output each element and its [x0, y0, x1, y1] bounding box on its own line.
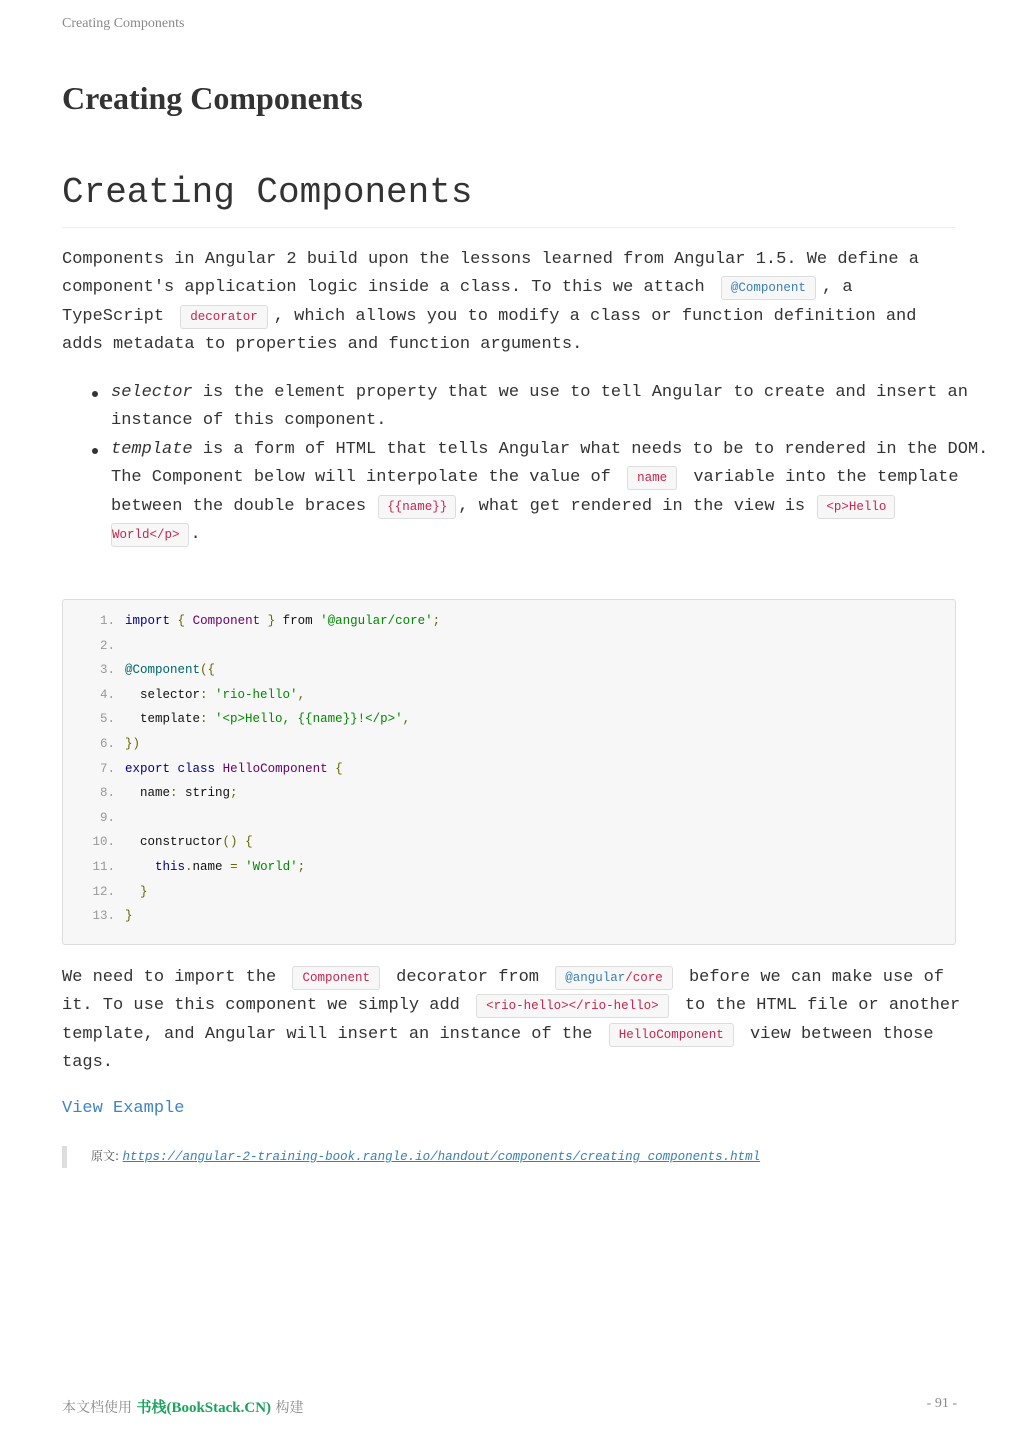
code-token: 'World' [245, 860, 298, 874]
code-line [63, 857, 305, 877]
code-token: export [125, 761, 171, 776]
running-header: Creating Components [62, 16, 185, 31]
code-token: selector [125, 687, 201, 702]
code-token: '@angular/core' [320, 614, 433, 628]
code-token: ({ [200, 663, 216, 678]
code-line [63, 906, 133, 926]
list-item [111, 379, 1005, 436]
code-component-decorator: @Component [721, 276, 816, 300]
line-number: 12 . [63, 882, 115, 902]
code-token: template [125, 712, 201, 727]
code-line [63, 709, 410, 729]
code-angular-scope: @angular [565, 971, 626, 985]
code-token: { [177, 614, 186, 628]
code-world-p: World</p> [111, 523, 189, 547]
footer-suffix: 构建 [275, 1400, 304, 1416]
code-line [63, 832, 253, 852]
usage-text-3: before we can make use of it. To use this component we simply add [62, 968, 944, 1016]
line-number: 1 . [63, 611, 115, 631]
code-token: name [192, 860, 231, 874]
section-heading: Creating Components [62, 172, 956, 228]
view-example-link[interactable]: View Example [62, 1099, 185, 1118]
code-token: class [177, 761, 216, 776]
line-number: 5 . [63, 709, 115, 729]
code-token: : [200, 687, 208, 702]
code-line [63, 611, 440, 631]
page-number: - 91 - [926, 1396, 957, 1411]
line-number: 2 . [63, 636, 115, 656]
interp-text-1: The Component below will interpolate the value of [111, 468, 611, 488]
code-line [63, 783, 238, 803]
code-token [260, 614, 268, 628]
code-p-hello: <p>Hello [817, 495, 895, 519]
footer-brand[interactable]: 书栈(BookStack.CN) [136, 1400, 272, 1416]
interp-text-4: . [190, 525, 201, 545]
code-token [125, 885, 140, 899]
page-title: Creating Components [62, 80, 363, 116]
line-number: 13 . [63, 906, 115, 926]
code-token: } [125, 909, 133, 924]
footer-credit [62, 1396, 304, 1417]
line-number: 9 . [63, 808, 115, 828]
code-token [185, 614, 193, 628]
interp-text-3: , what get rendered in the view is [458, 496, 806, 516]
code-line [63, 636, 125, 656]
code-name-braces: {{name}} [378, 495, 456, 519]
code-token: ; [297, 860, 306, 874]
list-item-term: selector [111, 383, 193, 402]
code-token: @Component [125, 663, 201, 678]
footer-prefix: 本文档使用 [62, 1400, 132, 1416]
intro-text-3: , which allows you to modify a class or function definition and adds metadata to properties and function arguments. [62, 306, 917, 355]
code-text [125, 860, 305, 874]
source-quote [62, 1146, 760, 1168]
code-token: } [140, 884, 148, 899]
code-text [125, 688, 305, 702]
line-number: 10 . [63, 832, 115, 852]
code-token [238, 835, 246, 849]
code-token: '<p>Hello, {{name}}!</p>' [215, 712, 403, 727]
code-name: name [627, 466, 677, 490]
code-hello-component: HelloComponent [609, 1023, 734, 1047]
code-token: HelloComponent [222, 761, 328, 776]
list-item-term: template [111, 439, 193, 459]
code-token: Component [192, 614, 261, 628]
line-number: 6 . [63, 734, 115, 754]
code-text [125, 663, 215, 677]
code-text [125, 712, 410, 726]
code-line [63, 734, 140, 754]
list-item-text: is a form of HTML that tells Angular what needs to be to rendered in the DOM. [192, 439, 989, 459]
code-token: . [185, 860, 193, 874]
code-token [208, 688, 216, 702]
code-token: import [125, 614, 171, 628]
line-number: 8 . [63, 783, 115, 803]
code-token [170, 614, 178, 628]
usage-paragraph [62, 964, 962, 1078]
code-token: } [267, 614, 276, 628]
interp-text-2: variable into the template between the double braces [111, 468, 959, 516]
code-token: () [222, 835, 238, 850]
code-token: = [230, 860, 238, 874]
code-component: Component [292, 966, 380, 990]
code-token: name [125, 786, 171, 801]
code-token: : [170, 786, 178, 801]
line-number: 3 . [63, 660, 115, 680]
code-token: string [177, 786, 231, 801]
code-token: ; [432, 614, 441, 628]
code-text [125, 737, 140, 751]
code-token [328, 762, 336, 776]
intro-text-2: , a TypeScript [62, 278, 853, 326]
code-token [238, 860, 246, 874]
code-token: }) [125, 737, 141, 751]
code-line [63, 882, 148, 902]
code-line [63, 808, 125, 828]
code-token: this [155, 860, 186, 874]
usage-text-2: decorator from [396, 968, 539, 987]
line-number: 11 . [63, 857, 115, 877]
code-text [125, 786, 238, 800]
intro-paragraph [62, 246, 962, 360]
code-decorator: decorator [180, 305, 268, 329]
code-line [63, 685, 305, 705]
usage-text-4: to the HTML file or another template, and Angular will insert an instance of the [62, 996, 961, 1044]
usage-text-5: view between those tags. [62, 1024, 934, 1073]
code-angular-core [555, 966, 673, 990]
code-token [215, 762, 223, 776]
code-token [125, 860, 155, 874]
code-text [125, 762, 343, 776]
code-token: : [200, 712, 208, 727]
code-text [125, 614, 440, 628]
source-url-link[interactable]: https://angular-2-training-book.rangle.io/handout/components/creating_components.html [122, 1150, 761, 1164]
code-block [62, 599, 956, 945]
code-text [125, 885, 148, 899]
code-rio-hello-tag: <rio-hello></rio-hello> [476, 994, 669, 1018]
intro-text-1: Components in Angular 2 build upon the lessons learned from Angular 1.5. We define a component's application logic inside a class. To this we attach [62, 250, 919, 298]
code-token [170, 762, 178, 776]
code-token: from [275, 614, 321, 628]
code-text [125, 835, 253, 849]
usage-text-1: We need to import the [62, 968, 277, 987]
code-line [63, 660, 215, 680]
code-text [125, 909, 133, 923]
code-core-path: /core [625, 971, 663, 985]
code-line [63, 759, 343, 779]
code-token: 'rio-hello' [215, 687, 298, 702]
code-token: { [335, 761, 343, 776]
code-token: constructor [125, 835, 223, 850]
line-number: 4 . [63, 685, 115, 705]
code-token: , [297, 687, 306, 702]
source-label: 原文: [91, 1149, 120, 1163]
code-token: { [245, 835, 253, 850]
list-item [111, 436, 1005, 550]
code-token: ; [230, 786, 238, 801]
code-token: , [402, 712, 411, 727]
list-item-text: is the element property that we use to tell Angular to create and insert an instance of this component. [111, 383, 968, 431]
line-number: 7 . [63, 759, 115, 779]
code-token [208, 712, 216, 726]
property-list [62, 379, 1005, 549]
